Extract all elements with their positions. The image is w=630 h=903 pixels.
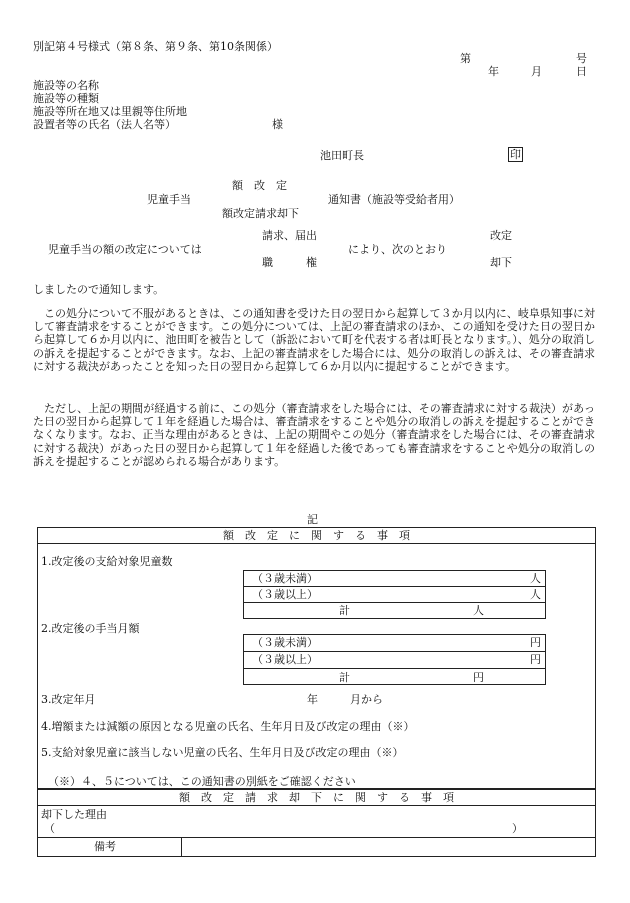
item3-month: 月から xyxy=(350,693,383,706)
item1-row1-label: （３歳未満） xyxy=(252,572,318,585)
date-month: 月 xyxy=(531,65,542,78)
item1-divider-1 xyxy=(243,586,546,587)
notice-right-top: 改定 xyxy=(490,229,512,242)
seal xyxy=(508,148,523,162)
notice-mid-text: により、次のとおり xyxy=(348,243,447,256)
item1-row1-unit: 人 xyxy=(530,572,541,585)
section2-header-divider xyxy=(37,805,596,806)
doc-number-go: 号 xyxy=(576,52,587,65)
item2-row1-label: （３歳未満） xyxy=(252,636,318,649)
item4-label: 4.増額または減額の原因となる児童の氏名、生年月日及び改定の理由（※） xyxy=(41,720,415,733)
item1-label: 1.改定後の支給対象児童数 xyxy=(41,555,173,568)
item1-divider-2 xyxy=(243,602,546,603)
item3-label: 3.改定年月 xyxy=(41,693,96,706)
title-right: 通知書（施設等受給者用） xyxy=(328,193,460,206)
item1-row2-label: （３歳以上） xyxy=(252,588,318,601)
addressee-facility-type: 施設等の種類 xyxy=(33,92,99,105)
doc-number-dai: 第 xyxy=(460,52,471,65)
date-day: 日 xyxy=(576,65,587,78)
item1-total-label: 計 xyxy=(339,604,350,617)
notice-right-bottom: 却下 xyxy=(490,256,512,269)
date-year: 年 xyxy=(488,65,499,78)
addressee-address: 施設等所在地又は里親等住所地 xyxy=(33,105,187,118)
issuer: 池田町長 xyxy=(320,149,364,162)
section2-remarks-col-divider xyxy=(181,837,182,857)
item1-total-unit: 人 xyxy=(473,604,484,617)
item2-divider-1 xyxy=(243,651,546,652)
item5-label: 5.支給対象児童に該当しない児童の氏名、生年月日及び改定の理由（※） xyxy=(41,746,404,759)
item2-total-label: 計 xyxy=(339,671,350,684)
item1-row2-unit: 人 xyxy=(530,588,541,601)
item2-divider-2 xyxy=(243,668,546,669)
section2-remarks-divider xyxy=(37,837,596,838)
reject-reason-label: 却下した理由 xyxy=(41,808,107,821)
item3-year: 年 xyxy=(307,693,318,706)
reject-reason-open-paren: （ xyxy=(44,822,55,835)
item2-row2-unit: 円 xyxy=(530,653,541,666)
appeal-paragraph-1: この処分について不服があるときは、この通知書を受けた日の翌日から起算して３か月以内に、岐阜県知事に対して審査請求をすることができます。この処分については、上記の審査請求のほか、この通知を受けた日の翌日から起算して６か月以内に、池田町を被告として（訴訟において町を代表する者は町長となります。）、処分の取消しの訴えを提起することができます。なお、上記の審査請求をした場合には、処分の取消しの訴えは、その審査請求に対する裁決があったことを知った日の翌日から起算して６か月以内に提起することができます。 xyxy=(33,307,595,373)
notice-lead: 児童手当の額の改定については xyxy=(48,243,202,256)
item2-row2-label: （３歳以上） xyxy=(252,653,318,666)
ki-heading: 記 xyxy=(307,513,318,526)
notice-mid-bottom: 職 権 xyxy=(262,256,317,269)
section1-header-divider xyxy=(37,543,596,544)
reject-reason-close-paren: ） xyxy=(512,822,523,835)
title-left: 児童手当 xyxy=(147,193,191,206)
remarks-label: 備考 xyxy=(94,840,116,853)
remarks-field[interactable] xyxy=(185,839,590,855)
addressee-facility-name: 施設等の名称 xyxy=(33,79,99,92)
note: （※）４、５については、この通知書の別紙をご確認ください xyxy=(48,775,356,788)
notice-closing: しましたので通知します。 xyxy=(33,283,165,296)
honorific: 様 xyxy=(272,118,283,131)
item2-row1-unit: 円 xyxy=(530,636,541,649)
item2-label: 2.改定後の手当月額 xyxy=(41,622,140,635)
notice-mid-top: 請求、届出 xyxy=(262,229,317,242)
title-bottom: 額改定請求却下 xyxy=(222,207,299,220)
seal-mark: 印 xyxy=(510,148,521,161)
title-top: 額 改 定 xyxy=(232,179,287,192)
appeal-paragraph-2: ただし、上記の期間が経過する前に、この処分（審査請求をした場合には、その審査請求に対する裁決）があった日の翌日から起算して１年を経過した場合は、審査請求をすることや処分の取消しの訴えを提起することができなくなります。なお、正当な理由があるときは、上記の期間やこの処分（審査請求をした場合には、その審査請求に対する裁決）があった日の翌日から起算して１年を経過した後であっても審査請求をすることや処分の取消しの訴えを提起することが認められる場合があります。 xyxy=(33,402,595,468)
form-title: 別記第４号様式（第８条、第９条、第10条関係） xyxy=(33,40,278,53)
section2-header: 額 改 定 請 求 却 下 に 関 す る 事 項 xyxy=(179,791,454,804)
addressee-owner-name: 設置者等の氏名（法人名等） xyxy=(33,118,176,131)
item2-total-unit: 円 xyxy=(473,671,484,684)
section1-header: 額 改 定 に 関 す る 事 項 xyxy=(223,529,410,542)
